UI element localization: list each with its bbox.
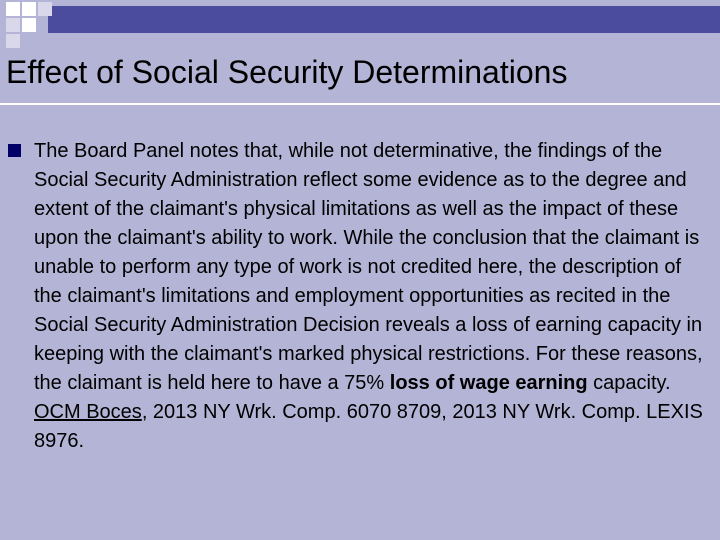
case-name: OCM Boces (34, 401, 142, 423)
paragraph (34, 137, 710, 456)
paragraph-part3: , 2013 NY Wrk. Comp. 6070 8709, 2013 NY Wrk. Comp. LEXIS 8976. (34, 401, 703, 452)
slide-title: Effect of Social Security Determinations (6, 54, 568, 90)
title-divider (0, 103, 720, 105)
paragraph-part1: The Board Panel notes that, while not determinative, the findings of the Social Security Administration reflect some evidence as to the degree and extent of the claimant's physical limitations as well as the impact of these upon the claimant's ability to work. While the conclusion that the claimant is unable to perform any type of work is not credited here, the description of the claimant's limitations and employment opportunities as recited in the Social Security Administration Decision reveals a loss of earning capacity in keeping with the claimant's marked physical restrictions. For these reasons, the claimant is held here to have a 75% (34, 140, 703, 394)
deco-square (6, 2, 20, 16)
deco-square (22, 18, 36, 32)
bullet-text (34, 137, 710, 456)
paragraph-part2: capacity. (587, 372, 671, 394)
deco-square (6, 34, 20, 48)
deco-square (38, 2, 52, 16)
bullet-square-icon (8, 144, 21, 157)
bold-phrase: loss of wage earning (389, 372, 588, 394)
header-bar (48, 6, 720, 33)
header-decoration (0, 0, 720, 40)
deco-square (22, 2, 36, 16)
deco-square (6, 18, 20, 32)
